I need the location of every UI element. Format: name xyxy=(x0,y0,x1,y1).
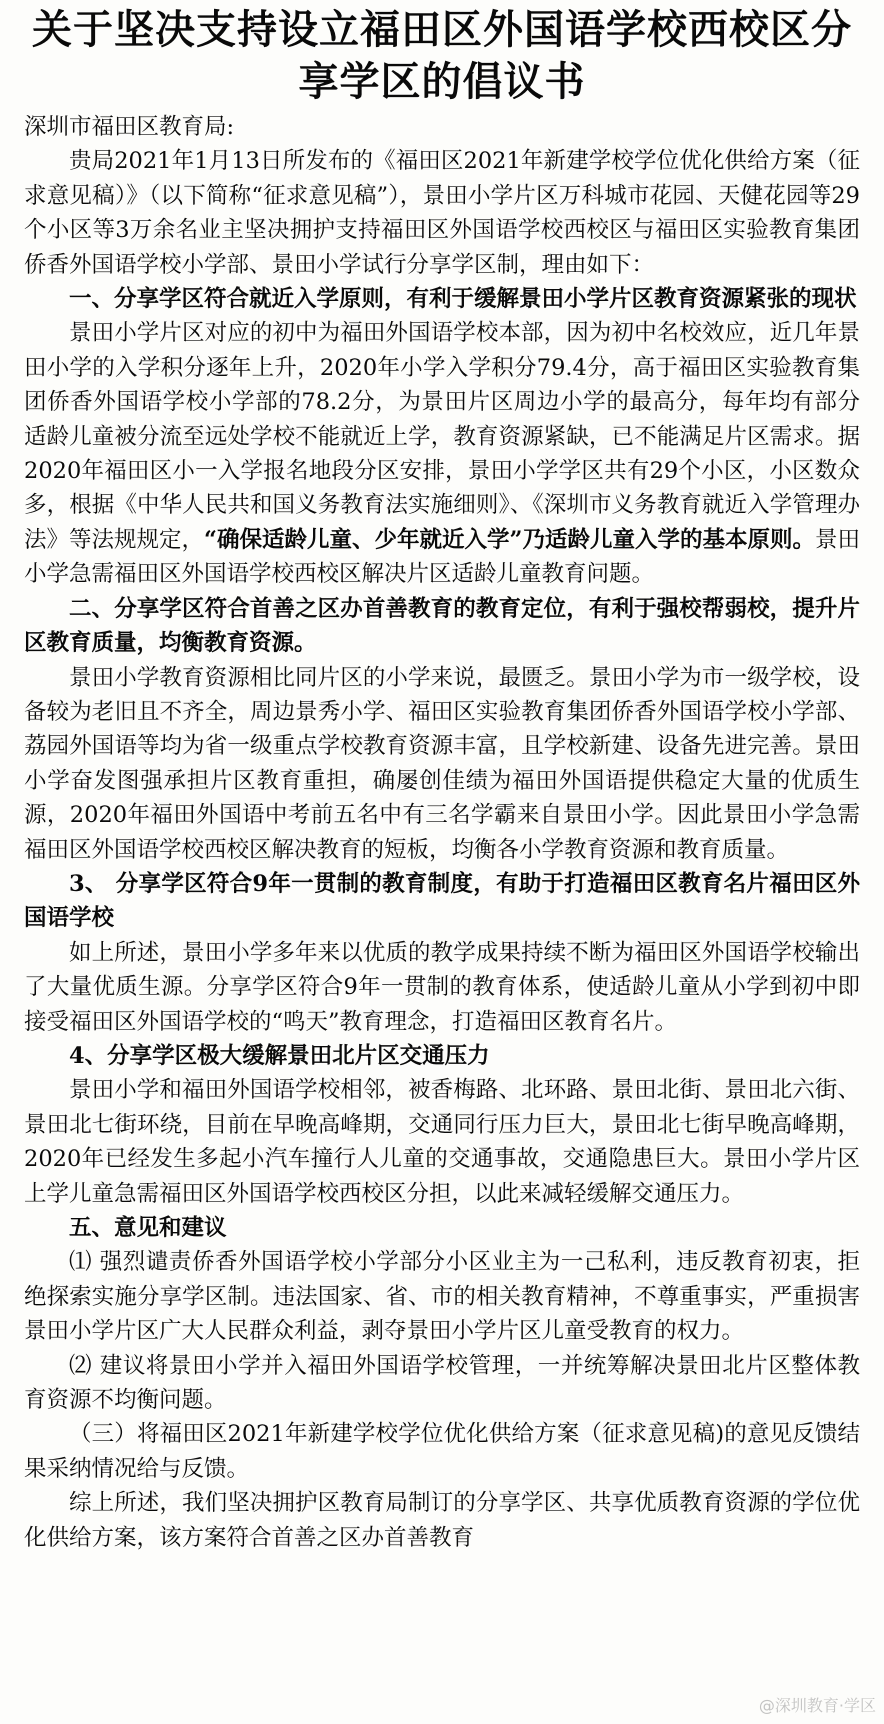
section-5-heading: 五、意见和建议 xyxy=(69,1215,227,1241)
document-title: 关于坚决支持设立福田区外国语学校西校区分享学区的倡议书 xyxy=(32,7,852,105)
suggestion-item-2: ⑵ 建议将景田小学并入福田外国语学校管理，一并统筹解决景田北片区整体教育资源不均衡问题。 xyxy=(24,1352,860,1414)
intro-paragraph: 贵局2021年1月13日所发布的《福田区2021年新建学校学位优化供给方案（征求意见稿）》（以下简称“征求意见稿”），景田小学片区万科城市花园、天健花园等29个小区等3万余名业主坚决拥护支持福田区外国语学校西校区与福田区实验教育集团侨香外国语学校小学部、景田小学试行分享学区制，理由如下： xyxy=(24,148,860,278)
section-2-heading: 二、分享学区符合首善之区办首善教育的教育定位，有利于强校帮弱校，提升片区教育质量，均衡教育资源。 xyxy=(24,595,860,657)
watermark: @深圳教育·学区 xyxy=(758,1696,876,1715)
section-1-body-bold: “确保适龄儿童、少年就近入学”乃适龄儿童入学的基本原则。 xyxy=(204,526,815,553)
section-1-body-after: 景田小学急需福田区外国语学校西校区解决片区适龄儿童教育问题。 xyxy=(24,526,860,588)
section-1-body xyxy=(24,316,860,591)
closing-paragraph: 综上所述，我们坚决拥护区教育局制订的分享学区、共享优质教育资源的学位优化供给方案，该方案符合首善之区办首善教育 xyxy=(24,1490,860,1551)
section-4-heading: 4、分享学区极大缓解景田北片区交通压力 xyxy=(69,1042,490,1069)
addressee: 深圳市福田区教育局: xyxy=(24,114,235,140)
section-4-body: 景田小学和福田外国语学校相邻，被香梅路、北环路、景田北街、景田北六街、景田北七街环绕，目前在早晚高峰期，交通同行压力巨大，景田北七街早晚高峰期，2020年已经发生多起小汽车撞行人儿童的交通事故，交通隐患巨大。景田小学片区上学儿童急需福田区外国语学校西校区分担，以此来减轻缓解交通压力。 xyxy=(24,1077,860,1207)
document-body xyxy=(0,108,884,1555)
section-2-body: 景田小学教育资源相比同片区的小学来说，最匮乏。景田小学为市一级学校，设备较为老旧且不齐全，周边景秀小学、福田区实验教育集团侨香外国语学校小学部、荔园外国语等均为省一级重点学校教育资源丰富，且学校新建、设备先进完善。景田小学奋发图强承担片区教育重担，确屡创佳绩为福田外国语提供稳定大量的优质生源，2020年福田外国语中考前五名中有三名学霸来自景田小学。因此景田小学急需福田区外国语学校西校区解决教育的短板，均衡各小学教育资源和教育质量。 xyxy=(24,664,860,863)
suggestion-item-1: ⑴ 强烈谴责侨香外国语学校小学部分小区业主为一己私利，违反教育初衷，拒绝探索实施分享学区制。违法国家、省、市的相关教育精神，不尊重事实，严重损害景田小学片区广大人民群众利益，剥夺景田小学片区儿童受教育的权力。 xyxy=(24,1249,860,1345)
section-3-body: 如上所述，景田小学多年来以优质的教学成果持续不断为福田区外国语学校输出了大量优质生源。分享学区符合9年一贯制的教育体系，使适龄儿童从小学到初中即接受福田区外国语学校的“鸣天”教育理念，打造福田区教育名片。 xyxy=(24,939,860,1035)
suggestion-item-3: （三）将福田区2021年新建学校学位优化供给方案（征求意见稿)的意见反馈结果采纳情况给与反馈。 xyxy=(24,1421,860,1482)
section-1-heading: 一、分享学区符合就近入学原则，有利于缓解景田小学片区教育资源紧张的现状 xyxy=(69,286,857,313)
section-3-heading: 3、 分享学区符合9年一贯制的教育制度，有助于打造福田区教育名片福田区外国语学校 xyxy=(24,870,860,932)
section-1-body-before: 景田小学片区对应的初中为福田外国语学校本部，因为初中名校效应，近几年景田小学的入学积分逐年上升，2020年小学入学积分79.4分，高于福田区实验教育集团侨香外国语学校小学部的78.2分，为景田片区周边小学的最高分，每年均有部分适龄儿童被分流至远处学校不能就近上学，教育资源紧缺，已不能满足片区需求。据2020年福田区小一入学报名地段分区安排，景田小学学区共有29个小区，小区数众多，根据《中华人民共和国义务教育法实施细则》、《深圳市义务教育就近入学管理办法》等法规规定， xyxy=(24,320,860,553)
